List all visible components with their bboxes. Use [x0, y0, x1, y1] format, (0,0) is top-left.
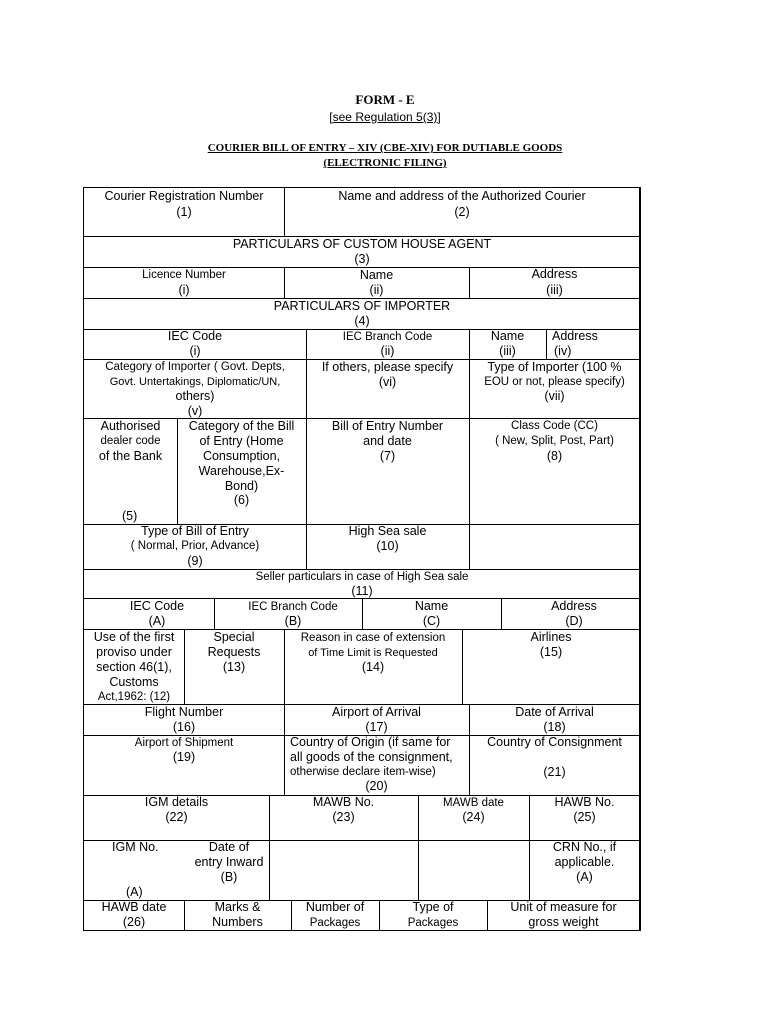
proviso-label-cont: Customs [109, 675, 159, 689]
courier-registration-label: Courier Registration Number [104, 189, 264, 203]
boe-number-label-cont: and date [363, 434, 412, 448]
field-number: (iv) [554, 344, 572, 358]
seller-branch-label: IEC Branch Code [248, 601, 338, 613]
field-number: (7) [379, 449, 396, 463]
igm-number-label: IGM No. [112, 840, 159, 854]
field-number: (22) [165, 810, 188, 824]
flight-number-label: Flight Number [144, 705, 224, 719]
boe-category-label-cont: Bond) [224, 479, 259, 493]
field-number: (vi) [378, 375, 397, 389]
proviso-label-cont: section 46(1), [96, 660, 172, 674]
country-origin-label-cont: all goods of the consignment, [290, 750, 453, 764]
category-importer-label-cont: others) [175, 389, 215, 403]
courier-name-label: Name and address of the Authorized Courier [338, 189, 586, 203]
field-number: (i) [178, 283, 190, 297]
field-number: (13) [222, 660, 246, 674]
boe-category-label: Category of the Bill [188, 419, 295, 433]
field-number: (4) [354, 314, 370, 328]
seller-heading: Seller particulars in case of High Sea sale [255, 571, 469, 583]
field-number: (ii) [369, 283, 384, 297]
entry-inward-date-label: Date of [208, 840, 250, 854]
gross-weight-unit-label: Unit of measure for [510, 900, 617, 914]
form-title: FORM - E [355, 92, 415, 107]
class-code-label: Class Code (CC) [511, 420, 598, 432]
others-specify-label: If others, please specify [321, 360, 454, 374]
proviso-label-cont: proviso under [96, 645, 172, 659]
field-number: (A) [148, 614, 166, 628]
importer-name-label: Name [490, 329, 525, 343]
field-number: (1) [176, 205, 192, 219]
marks-numbers-label-cont: Numbers [212, 915, 263, 929]
field-number: (vii) [544, 389, 565, 403]
field-number: (10) [376, 539, 399, 553]
regulation-reference: [see Regulation 5(3)] [329, 110, 441, 124]
hawb-date-label: HAWB date [101, 900, 167, 914]
proviso-label-cont: Act,1962: (12) [97, 691, 171, 703]
crn-number-label-cont: applicable. [554, 855, 615, 869]
country-origin-label-cont: otherwise declare item-wise) [290, 766, 436, 778]
field-number: (3) [354, 252, 370, 266]
field-number: (v) [187, 404, 203, 418]
proviso-label: Use of the first [93, 630, 175, 644]
field-number: (15) [539, 645, 563, 659]
boe-number-label: Bill of Entry Number [331, 419, 444, 433]
seller-iec-label: IEC Code [129, 599, 185, 613]
field-number: (24) [462, 810, 485, 824]
field-number: (9) [187, 554, 203, 568]
class-code-label-cont: ( New, Split, Post, Part) [495, 435, 614, 447]
cha-address-label: Address [531, 267, 578, 281]
country-consignment-label: Country of Consignment [487, 735, 622, 749]
gross-weight-unit-label-cont: gross weight [528, 915, 599, 929]
entry-inward-date-label-cont: entry Inward [194, 855, 264, 869]
airlines-label: Airlines [530, 630, 572, 644]
field-number: (23) [332, 810, 355, 824]
col-divider [546, 329, 547, 359]
field-number: (8) [546, 449, 563, 463]
seller-address-label: Address [551, 599, 597, 613]
crn-number-label: CRN No., if [552, 840, 617, 854]
field-number: (B) [284, 614, 302, 628]
cha-heading: PARTICULARS OF CUSTOM HOUSE AGENT [232, 237, 492, 251]
field-number: (5) [122, 509, 138, 523]
time-limit-reason-label: Reason in case of extension [300, 632, 446, 644]
field-number: (11) [351, 584, 373, 598]
boe-category-label-cont: Consumption, [202, 449, 281, 463]
type-packages-label: Type of [412, 900, 454, 914]
mawb-date-label: MAWB date [443, 797, 504, 809]
country-origin-label: Country of Origin (if same for [290, 735, 451, 749]
boe-category-label-cont: of Entry (Home [199, 434, 284, 448]
field-number: (iii) [499, 344, 516, 358]
form-subtitle-filing: (ELECTRONIC FILING) [323, 157, 447, 169]
field-number: (2) [454, 205, 470, 219]
type-importer-label: Type of Importer (100 % [487, 360, 622, 374]
field-number: (i) [189, 344, 201, 358]
airport-arrival-label: Airport of Arrival [332, 705, 421, 719]
ad-code-label-cont: dealer code [100, 435, 161, 447]
field-number: (C) [422, 614, 441, 628]
field-number: (B) [220, 870, 238, 884]
field-number: (17) [365, 720, 388, 734]
field-number: (ii) [380, 344, 395, 358]
field-number: (16) [172, 720, 196, 734]
field-number: (6) [233, 493, 250, 507]
ad-code-label: Authorised [100, 419, 161, 433]
importer-address-label: Address [552, 329, 598, 343]
time-limit-reason-label-cont: of Time Limit is Requested [308, 647, 438, 659]
bill-of-entry-table [83, 187, 641, 931]
boe-type-label-cont: ( Normal, Prior, Advance) [130, 540, 260, 552]
number-packages-label: Number of [305, 900, 365, 914]
field-number: (iii) [546, 283, 563, 297]
field-number: (A) [576, 870, 593, 884]
date-arrival-label: Date of Arrival [515, 705, 594, 719]
importer-branch-label: IEC Branch Code [342, 331, 433, 343]
airport-shipment-label: Airport of Shipment [134, 737, 234, 749]
boe-type-label: Type of Bill of Entry [141, 524, 249, 538]
field-number: (19) [172, 750, 196, 764]
category-importer-label: Category of Importer ( Govt. Depts, [105, 361, 285, 373]
field-number: (25) [573, 810, 596, 824]
field-number: (D) [565, 614, 583, 628]
number-packages-label-cont: Packages [309, 917, 361, 929]
field-number: (14) [361, 660, 385, 674]
marks-numbers-label: Marks & [214, 900, 261, 914]
category-importer-label-cont: Govt. Untertakings, Diplomatic/UN, [109, 376, 281, 388]
mawb-number-label: MAWB No. [312, 795, 375, 809]
boe-category-label-cont: Warehouse,Ex- [198, 464, 285, 478]
importer-heading: PARTICULARS OF IMPORTER [273, 299, 451, 313]
seller-name-label: Name [414, 599, 449, 613]
special-requests-label-cont: Requests [207, 645, 261, 659]
cha-licence-label: Licence Number [142, 269, 226, 281]
hawb-number-label: HAWB No. [554, 795, 615, 809]
type-importer-label-cont: EOU or not, please specify) [484, 376, 625, 388]
form-subtitle: COURIER BILL OF ENTRY – XIV (CBE-XIV) FOR DUTIABLE GOODS [207, 142, 563, 154]
igm-details-label: IGM details [144, 795, 209, 809]
special-requests-label: Special [213, 630, 255, 644]
field-number: (26) [122, 915, 146, 929]
cha-name-label: Name [359, 268, 394, 282]
type-packages-label-cont: Packages [407, 917, 459, 929]
importer-iec-label: IEC Code [167, 329, 223, 343]
ad-code-label-cont: of the Bank [98, 449, 163, 463]
field-number: (20) [365, 779, 388, 793]
field-number: (18) [543, 720, 566, 734]
field-number: (21) [543, 765, 566, 779]
high-sea-sale-label: High Sea sale [348, 524, 427, 538]
field-number: (A) [126, 885, 143, 899]
